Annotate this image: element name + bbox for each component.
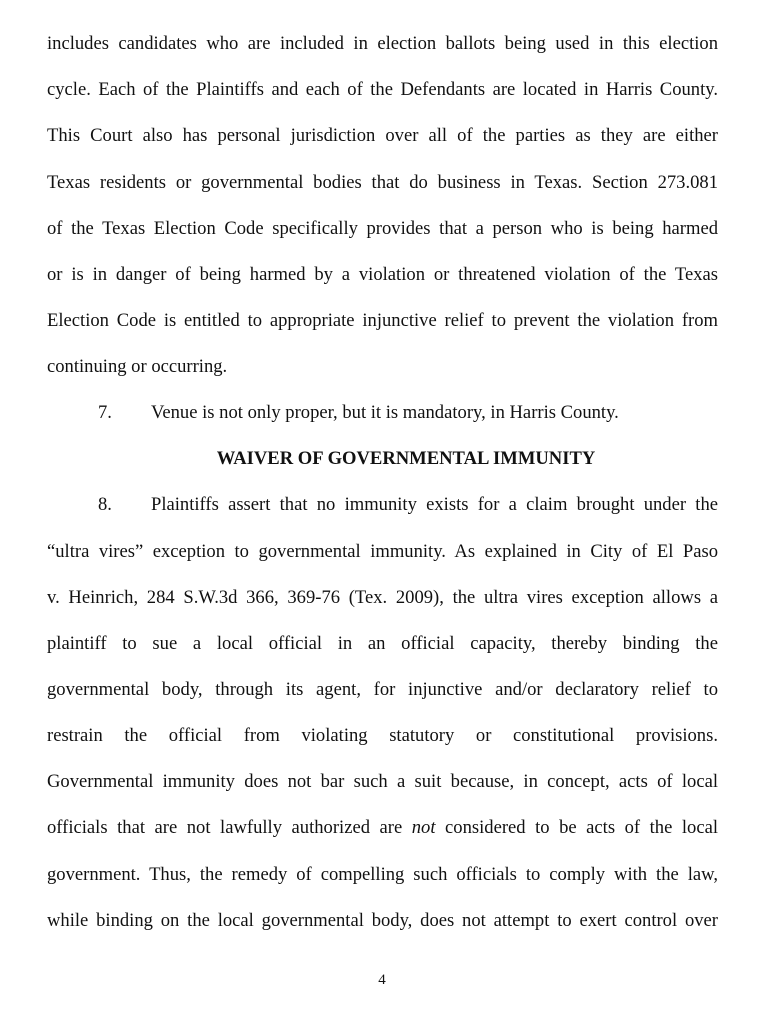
text-line: “ultra vires” exception to governmental immunity. As explained in City of El Paso [47,541,718,562]
text-line: or is in danger of being harmed by a violation or threatened violation of the Texas [47,264,718,285]
section-heading: WAIVER OF GOVERNMENTAL IMMUNITY [216,448,596,469]
text-line: Election Code is entitled to appropriate injunctive relief to prevent the violation from [47,310,718,331]
paragraph-text: Plaintiffs assert that no immunity exists for a claim brought under the [151,494,718,515]
text-line: plaintiff to sue a local official in an official capacity, thereby binding the [47,633,718,654]
paragraph-text: Venue is not only proper, but it is mandatory, in Harris County. [151,402,619,423]
text-line: Texas residents or governmental bodies that do business in Texas. Section 273.081 [47,172,718,193]
text-line: of the Texas Election Code specifically provides that a person who is being harmed [47,218,718,239]
text-segment: considered to be acts of the local [435,817,719,838]
text-line: This Court also has personal jurisdiction over all of the parties as they are either [47,125,718,146]
text-line: v. Heinrich, 284 S.W.3d 366, 369-76 (Tex. 2009), the ultra vires exception allows a [47,587,718,608]
text-line: restrain the official from violating statutory or constitutional provisions. [47,725,718,746]
text-line: Governmental immunity does not bar such a suit because, in concept, acts of local [47,771,718,792]
text-line: government. Thus, the remedy of compelling such officials to comply with the law, [47,864,718,885]
page-number: 4 [378,972,386,988]
text-line: includes candidates who are included in election ballots being used in this election [47,33,718,54]
text-segment: officials that are not lawfully authorized are [47,817,412,838]
text-line-with-italic [47,816,718,840]
text-line: while binding on the local governmental body, does not attempt to exert control over [47,910,718,931]
paragraph-number: 7. [98,402,112,423]
text-line: governmental body, through its agent, for injunctive and/or declaratory relief to [47,679,718,700]
italic-word: not [411,817,436,838]
paragraph-number: 8. [98,494,112,515]
text-line: cycle. Each of the Plaintiffs and each of the Defendants are located in Harris County. [47,79,718,100]
text-line: continuing or occurring. [47,356,228,377]
